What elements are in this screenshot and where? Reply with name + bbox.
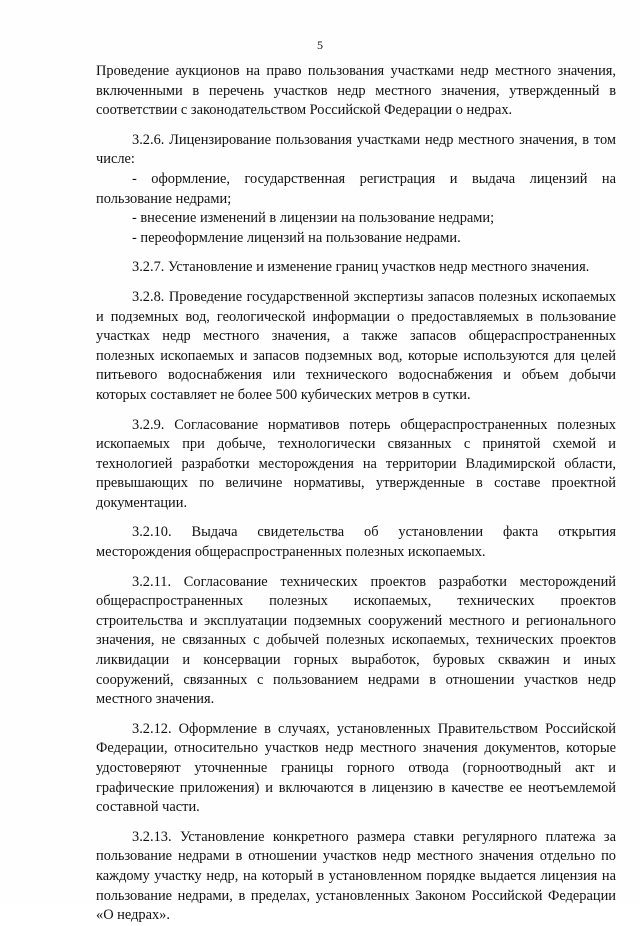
paragraph-3-2-13: 3.2.13. Установление конкретного размера ставки регулярного платежа за пользование недрами в отношении участков недр местного значения отдельно по каждому участку недр, на который в установленном порядке выдается лицензия на пользование недрами, в пределах, установленных Законом Российской Федерации «О недрах».	[96, 828, 616, 924]
page-number: 5	[317, 38, 323, 52]
paragraph-auctions: Проведение аукционов на право пользования участками недр местного значения, включенными в перечень участков недр местного значения, утвержденный в соответствии с законодательством Российской Федерации о недрах.	[96, 63, 616, 119]
document-body	[96, 62, 616, 926]
paragraph-3-2-6: 3.2.6. Лицензирование пользования участками недр местного значения, в том числе:	[96, 131, 616, 168]
paragraph-3-2-12: 3.2.12. Оформление в случаях, установленных Правительством Российской Федерации, относительно участков недр местного значения документов, которые удостоверяют уточненные границы горного отвода (горноотводный акт и графические приложения) и включаются в лицензию в качестве ее неотъемлемой составной части.	[96, 720, 616, 816]
list-item-reissue: - переоформление лицензий на пользование недрами.	[132, 229, 461, 246]
paragraph-3-2-8: 3.2.8. Проведение государственной экспертизы запасов полезных ископаемых и подземных вод, геологической информации о предоставляемых в пользование участках недр местного значения, а также запасов общераспространенных полезных ископаемых и запасов подземных вод, которые используются для целей питьевого водоснабжения или технического водоснабжения и объем добычи которых составляет не более 500 кубических метров в сутки.	[96, 288, 616, 403]
paragraph-3-2-10: 3.2.10. Выдача свидетельства об установлении факта открытия месторождения общераспространенных полезных ископаемых.	[96, 524, 616, 561]
paragraph-3-2-9: 3.2.9. Согласование нормативов потерь общераспространенных полезных ископаемых при добыче, технологически связанных с принятой схемой и технологией разработки месторождения на территории Владимирской области, превышающих по величине нормативы, утвержденные в составе проектной документации.	[96, 416, 616, 511]
list-item-amendments: - внесение изменений в лицензии на пользование недрами;	[132, 210, 495, 227]
paragraph-3-2-7: 3.2.7. Установление и изменение границ участков недр местного значения.	[132, 259, 590, 276]
paragraph-3-2-11: 3.2.11. Согласование технических проектов разработки месторождений общераспространенных полезных ископаемых, технических проектов строительства и эксплуатации подземных сооружений местного и регионального значения, не связанных с добычей полезных ископаемых, технических проектов ликвидации и консервации горных выработок, буровых скважин и иных сооружений, связанных с пользованием недрами в отношении участков недр местного значения.	[96, 573, 616, 708]
list-item-issuance: - оформление, государственная регистрация и выдача лицензий на пользование недрами;	[96, 170, 616, 207]
